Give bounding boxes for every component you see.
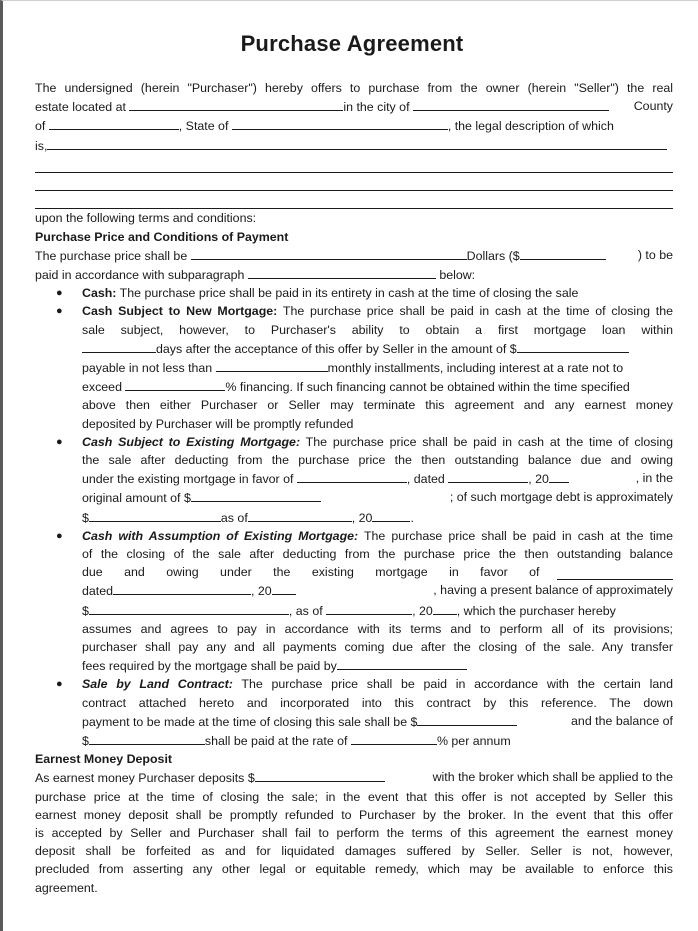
subparagraph-field[interactable] <box>248 265 436 279</box>
list-item-land-contract: ● Sale by Land Contract: The purchase price shall be paid in accordance with the certain land contract attached hereto and incorporated into this contract by this reference. The down payment to be made at the time of closing this sale shall be $ and the balance of $ shall be paid at the rate of % per annum <box>56 677 673 749</box>
state-field[interactable] <box>232 116 448 130</box>
agreement-body <box>35 79 673 897</box>
earnest-line-4: is accepted by Seller and Purchaser shall fail to perform the terms of this agreement the earnest money <box>35 826 673 841</box>
land-balance-field[interactable] <box>89 731 205 745</box>
intro-line-3: of , State of , the legal description of which <box>35 116 673 135</box>
mortgage-year-field[interactable] <box>549 469 569 483</box>
balance-as-of-field[interactable] <box>248 508 352 522</box>
purchase-price-amount-field[interactable] <box>520 246 606 260</box>
list-item-new-mortgage: ● Cash Subject to New Mortgage: The purchase price shall be paid in cash at the time of closing the sale subject, however, to Purchaser's ability to obtain a first mortgage loan within days after the acceptance of this offer by Seller in the amount of $ payable in not less than monthly installments, including interest at a rate not to exceed % financing. If such financing cannot be obtained within the time specified above then either Purchaser or Seller may terminate this agreement and any earnest money deposited by Purchaser will be promptly refunded <box>56 304 673 431</box>
legal-description-field-2[interactable] <box>35 155 673 173</box>
intro-line-1: The undersigned (herein "Purchaser") hereby offers to purchase from the owner (herein "Seller") the real <box>35 81 673 95</box>
assumed-mortgagee-field[interactable] <box>557 566 673 580</box>
installments-field[interactable] <box>216 358 328 372</box>
county-field[interactable] <box>49 116 179 130</box>
bullet-icon: ● <box>56 435 63 448</box>
bullet-icon: ● <box>56 305 63 318</box>
assumed-year-field[interactable] <box>272 581 296 595</box>
bullet-icon: ● <box>56 529 63 542</box>
list-item-assumption: ● Cash with Assumption of Existing Mortgage: The purchase price shall be paid in cash at the time of the closing of the sale after deducting from the purchase price the then outstanding balance due and owing under the existing mortgage in favor of dated , 20 , having a present balance of approximately $ , as of , 20 , which the purchaser hereby assumes and agrees to pay in accordance with its terms and to perform all of its provisions; purchaser shall pay any and all payments coming due after the closing of the sale. Any transfer fees required by the mortgage shall be paid by <box>56 528 673 674</box>
price-line-1: The purchase price shall be Dollars ($ ) to be <box>35 247 673 263</box>
days-field[interactable] <box>82 339 156 353</box>
purchase-price-heading: Purchase Price and Conditions of Payment <box>35 229 289 244</box>
intro-line-2: estate located at in the city of County <box>35 99 673 115</box>
down-payment-field[interactable] <box>417 712 517 726</box>
legal-description-field-4[interactable] <box>35 191 673 209</box>
mortgage-date-field[interactable] <box>448 469 528 483</box>
city-field[interactable] <box>413 97 609 111</box>
present-balance-year-field[interactable] <box>433 601 457 615</box>
intro-line-4: is, <box>35 136 673 155</box>
list-item-existing-mortgage: ● Cash Subject to Existing Mortgage: The purchase price shall be paid in cash at the time of closing the sale after deducting from the purchase price the then outstanding balance due and owing under the existing mortgage in favor of , dated , 20 , in the original amount of $ ; of such mortgage debt is approximately $ as of , 20 . <box>56 434 673 525</box>
balance-year-field[interactable] <box>372 508 410 522</box>
loan-amount-field[interactable] <box>517 339 629 353</box>
earnest-line-2: purchase price at the time of closing the sale; in the event that this offer is not accepted by Seller this <box>35 789 673 804</box>
land-rate-field[interactable] <box>351 731 437 745</box>
earnest-deposit-field[interactable] <box>255 768 385 782</box>
assumed-date-field[interactable] <box>113 581 251 595</box>
page-title: Purchase Agreement <box>240 31 464 56</box>
bullet-icon: ● <box>56 678 63 691</box>
original-amount-field[interactable] <box>191 488 321 502</box>
list-item-cash: ● Cash: The purchase price shall be paid in its entirety in cash at the time of closing the sale <box>35 284 673 302</box>
earnest-line-3: earnest money deposit shall be promptly refunded to Purchaser by the broker. In the event that this offer <box>35 807 673 822</box>
earnest-line-6: precluded from asserting any other legal or equitable remedy, which may be available to enforce this <box>35 862 673 877</box>
present-balance-field[interactable] <box>89 601 289 615</box>
earnest-line-7: agreement. <box>35 880 98 895</box>
transfer-fees-payer-field[interactable] <box>337 656 467 670</box>
earnest-line-1: As earnest money Purchaser deposits $ with the broker which shall be applied to the <box>35 770 673 786</box>
earnest-line-5: deposit shall be forfeited as and for liquidated damages suffered by Seller. Seller is not, however, <box>35 844 673 859</box>
price-line-2: paid in accordance with subparagraph below: <box>35 265 673 284</box>
legal-description-field-1[interactable] <box>47 136 667 150</box>
present-balance-as-of-field[interactable] <box>326 601 412 615</box>
earnest-money-heading: Earnest Money Deposit <box>35 752 173 767</box>
intro-line-8: upon the following terms and conditions: <box>35 211 257 226</box>
property-location-field[interactable] <box>129 97 343 111</box>
legal-description-field-3[interactable] <box>35 173 673 191</box>
interest-rate-field[interactable] <box>125 377 225 391</box>
purchase-price-words-field[interactable] <box>191 246 467 260</box>
approx-balance-field[interactable] <box>89 508 221 522</box>
bullet-icon: ● <box>56 287 63 300</box>
mortgagee-field[interactable] <box>297 469 407 483</box>
